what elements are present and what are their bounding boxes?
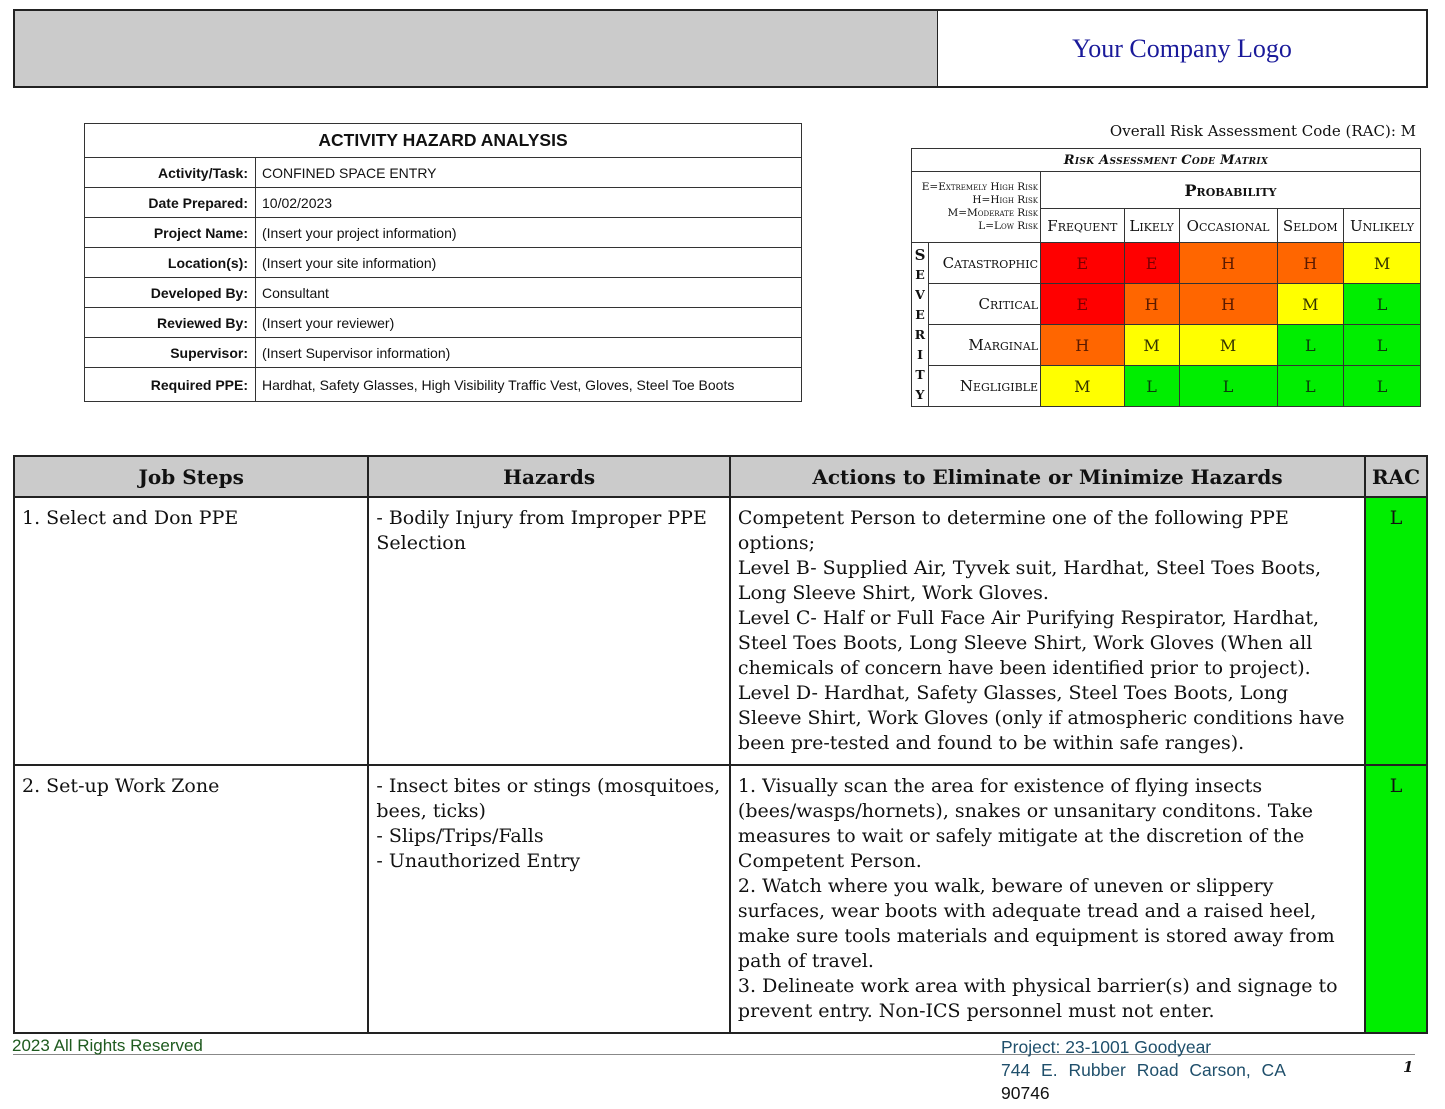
- info-row-project: [85, 218, 802, 248]
- matrix-cell: M: [1179, 325, 1277, 366]
- header-rac: RAC: [1365, 456, 1427, 497]
- severity-label: S E V E R I T Y: [912, 243, 929, 407]
- risk-assessment-matrix: [911, 148, 1421, 407]
- matrix-cell: L: [1344, 366, 1421, 407]
- header-job-steps: Job Steps: [14, 456, 368, 497]
- rac-badge: L: [1365, 765, 1427, 1033]
- prob-seldom: Seldom: [1277, 209, 1344, 243]
- info-row-activity: [85, 158, 802, 188]
- severity-negligible: Negligible: [929, 366, 1041, 407]
- matrix-cell: M: [1344, 243, 1421, 284]
- matrix-cell: L: [1179, 366, 1277, 407]
- project-address: 744 E. Rubber Road Carson, CA: [1001, 1060, 1286, 1080]
- info-row-developed-by: [85, 278, 802, 308]
- info-row-supervisor: [85, 338, 802, 368]
- info-value: Hardhat, Safety Glasses, High Visibility Traffic Vest, Gloves, Steel Toe Boots: [256, 368, 802, 402]
- prob-frequent: Frequent: [1041, 209, 1125, 243]
- matrix-title: Risk Assessment Code Matrix: [912, 149, 1421, 172]
- actions-cell: 1. Visually scan the area for existence of flying insects (bees/wasps/hornets), snakes or unsanitary conditons. Take measures to wait or safely mitigate at the discretion of the Competent Person. 2. Watch where you walk, beware of uneven or slippery surfaces, wear boots with adequate tread and a raised heel, make sure tools materials and equipment is stored away from path of travel. 3. Delineate work area with physical barrier(s) and signage to prevent entry. Non-ICS personnel must not enter.: [730, 765, 1365, 1033]
- matrix-cell: L: [1344, 284, 1421, 325]
- matrix-cell: H: [1277, 243, 1344, 284]
- severity-marginal: Marginal: [929, 325, 1041, 366]
- matrix-cell: E: [1124, 243, 1179, 284]
- legend-m: M=Moderate Risk: [947, 207, 1038, 219]
- info-label: Supervisor:: [85, 338, 256, 368]
- matrix-cell: M: [1041, 366, 1125, 407]
- info-value: (Insert Supervisor information): [256, 338, 802, 368]
- prob-likely: Likely: [1124, 209, 1179, 243]
- legend-h: H=High Risk: [972, 194, 1038, 206]
- matrix-cell: M: [1277, 284, 1344, 325]
- page-number: 1: [1403, 1058, 1414, 1076]
- project-info: [1001, 1036, 1286, 1105]
- job-step: 2. Set-up Work Zone: [14, 765, 368, 1033]
- hazard-table: [13, 455, 1428, 1034]
- table-row: [14, 497, 1427, 765]
- severity-critical: Critical: [929, 284, 1041, 325]
- table-row: [14, 765, 1427, 1033]
- matrix-cell: E: [1041, 284, 1125, 325]
- info-label: Developed By:: [85, 278, 256, 308]
- info-label: Reviewed By:: [85, 308, 256, 338]
- matrix-legend: [912, 172, 1041, 243]
- rac-badge: L: [1365, 497, 1427, 765]
- matrix-cell: L: [1124, 366, 1179, 407]
- company-logo: Your Company Logo: [1072, 33, 1292, 63]
- matrix-cell: H: [1124, 284, 1179, 325]
- legend-e: E=Extremely High Risk: [921, 181, 1038, 193]
- info-value: CONFINED SPACE ENTRY: [256, 158, 802, 188]
- matrix-cell: L: [1277, 366, 1344, 407]
- actions-cell: Competent Person to determine one of the following PPE options; Level B- Supplied Air, Tyvek suit, Hardhat, Steel Toes Boots, Long Sleeve Shirt, Work Gloves. Level C- Half or Full Face Air Purifying Respirator, Hardhat, Steel Toes Boots, Long Sleeve Shirt, Work Gloves (When all chemicals of concern have been identified prior to project). Level D- Hardhat, Safety Glasses, Steel Toes Boots, Long Sleeve Shirt, Work Gloves (only if atmospheric conditions have been pre-tested and found to be within safe ranges).: [730, 497, 1365, 765]
- info-row-reviewed-by: [85, 308, 802, 338]
- info-row-date: [85, 188, 802, 218]
- info-value: 10/02/2023: [256, 188, 802, 218]
- matrix-cell: M: [1124, 325, 1179, 366]
- matrix-cell: H: [1179, 243, 1277, 284]
- copyright: 2023 All Rights Reserved: [12, 1036, 203, 1055]
- project-zip: 90746: [1001, 1083, 1050, 1103]
- info-label: Required PPE:: [85, 368, 256, 402]
- aha-title: ACTIVITY HAZARD ANALYSIS: [85, 124, 802, 158]
- info-value: (Insert your site information): [256, 248, 802, 278]
- header-hazards: Hazards: [368, 456, 730, 497]
- matrix-cell: H: [1179, 284, 1277, 325]
- legend-l: L=Low Risk: [978, 220, 1038, 232]
- info-label: Date Prepared:: [85, 188, 256, 218]
- severity-catastrophic: Catastrophic: [929, 243, 1041, 284]
- info-row-location: [85, 248, 802, 278]
- matrix-cell: E: [1041, 243, 1125, 284]
- info-value: (Insert your reviewer): [256, 308, 802, 338]
- activity-info-table: [84, 123, 802, 402]
- matrix-cell: L: [1277, 325, 1344, 366]
- header-band: [13, 9, 1428, 88]
- overall-rac: Overall Risk Assessment Code (RAC): M: [1109, 122, 1416, 140]
- prob-occasional: Occasional: [1179, 209, 1277, 243]
- info-row-required-ppe: [85, 368, 802, 402]
- info-value: Consultant: [256, 278, 802, 308]
- prob-unlikely: Unlikely: [1344, 209, 1421, 243]
- info-label: Location(s):: [85, 248, 256, 278]
- project-number: Project: 23-1001 Goodyear: [1001, 1037, 1212, 1057]
- info-value: (Insert your project information): [256, 218, 802, 248]
- hazards-cell: - Bodily Injury from Improper PPE Selection: [368, 497, 730, 765]
- matrix-cell: H: [1041, 325, 1125, 366]
- header-actions: Actions to Eliminate or Minimize Hazards: [730, 456, 1365, 497]
- info-label: Activity/Task:: [85, 158, 256, 188]
- info-label: Project Name:: [85, 218, 256, 248]
- job-step: 1. Select and Don PPE: [14, 497, 368, 765]
- header-title-area: [15, 11, 938, 86]
- hazards-cell: - Insect bites or stings (mosquitoes, bees, ticks) - Slips/Trips/Falls - Unauthorized Entry: [368, 765, 730, 1033]
- matrix-cell: L: [1344, 325, 1421, 366]
- probability-header: Probability: [1041, 172, 1421, 209]
